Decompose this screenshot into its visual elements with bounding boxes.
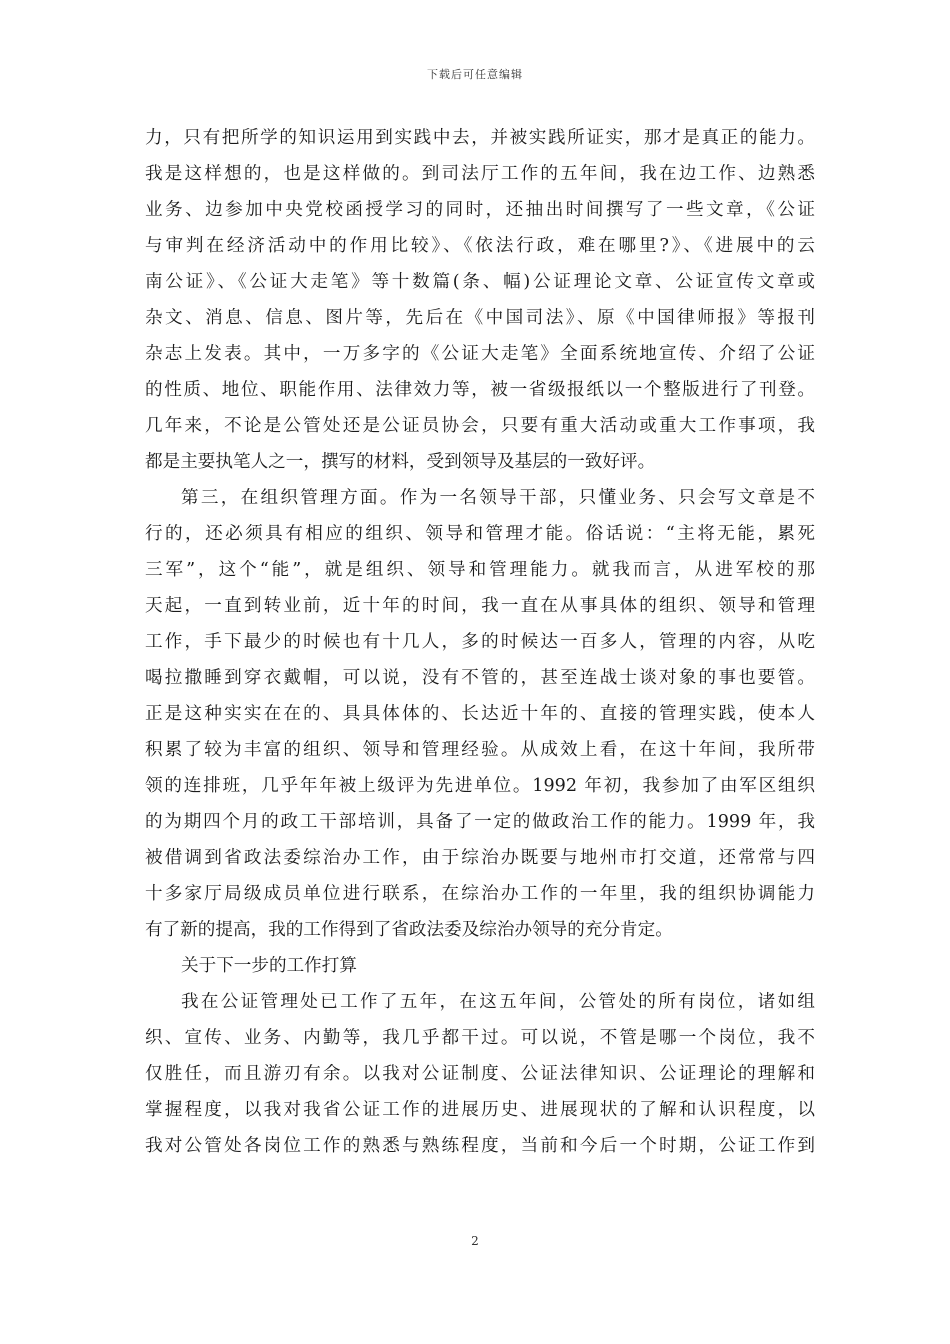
text-line: 我是这样想的，也是这样做的。到司法厅工作的五年间，我在边工作、边熟悉 [145, 164, 815, 184]
text-line: 领的连排班，几乎年年被上级评为先进单位。1992 年初，我参加了由军区组织 [145, 776, 815, 796]
text-line: 业务、边参加中央党校函授学习的同时，还抽出时间撰写了一些文章，《公证 [145, 200, 815, 220]
text-line: 正是这种实实在在的、具具体体的、长达近十年的、直接的管理实践，使本人 [145, 704, 815, 724]
text-line: 的性质、地位、职能作用、法律效力等，被一省级报纸以一个整版进行了刊登。 [145, 380, 815, 400]
text-line: 我对公管处各岗位工作的熟悉与熟练程度，当前和今后一个时期，公证工作到 [145, 1136, 815, 1156]
document-body [145, 120, 815, 1164]
text-line: 与审判在经济活动中的作用比较》、《依法行政，难在哪里?》、《进展中的云 [145, 236, 815, 256]
text-line: 掌握程度，以我对我省公证工作的进展历史、进展现状的了解和认识程度，以 [145, 1100, 815, 1120]
text-line: 十多家厅局级成员单位进行联系，在综治办工作的一年里，我的组织协调能力 [145, 884, 815, 904]
text-line: 南公证》、《公证大走笔》等十数篇(条、幅)公证理论文章、公证宣传文章或 [145, 272, 815, 292]
page-number: 2 [471, 1234, 479, 1248]
text-line: 积累了较为丰富的组织、领导和管理经验。从成效上看，在这十年间，我所带 [145, 740, 815, 760]
text-line: 力，只有把所学的知识运用到实践中去，并被实践所证实，那才是真正的能力。 [145, 128, 815, 148]
text-line: 有了新的提高，我的工作得到了省政法委及综治办领导的充分肯定。 [145, 920, 673, 940]
text-line: 都是主要执笔人之一，撰写的材料，受到领导及基层的一致好评。 [145, 452, 656, 472]
text-line: 天起，一直到转业前，近十年的时间，我一直在从事具体的组织、领导和管理 [145, 596, 815, 616]
text-line: 几年来，不论是公管处还是公证员协会，只要有重大活动或重大工作事项，我 [145, 416, 815, 436]
text-line: 仅胜任，而且游刃有余。以我对公证制度、公证法律知识、公证理论的理解和 [145, 1064, 815, 1084]
text-line: 喝拉撒睡到穿衣戴帽，可以说，没有不管的，甚至连战士谈对象的事也要管。 [145, 668, 815, 688]
text-line: 杂志上发表。其中，一万多字的《公证大走笔》全面系统地宣传、介绍了公证 [145, 344, 815, 364]
section-heading-next-steps [145, 948, 815, 984]
paragraph-next-steps [145, 984, 815, 1164]
text-line: 杂文、消息、信息、图片等，先后在《中国司法》、原《中国律师报》等报刊 [145, 308, 815, 328]
text-line: 工作，手下最少的时候也有十几人，多的时候达一百多人，管理的内容，从吃 [145, 632, 815, 652]
text-line: 被借调到省政法委综治办工作，由于综治办既要与地州市打交道，还常常与四 [145, 848, 815, 868]
text-line: 行的，还必须具有相应的组织、领导和管理才能。俗话说：“主将无能，累死 [145, 524, 815, 544]
text-line: 我在公证管理处已工作了五年，在这五年间，公管处的所有岗位，诸如组 [181, 992, 815, 1012]
text-line: 三军”，这个“能”，就是组织、领导和管理能力。就我而言，从进军校的那 [145, 560, 815, 580]
paragraph-writing-ability [145, 120, 815, 480]
section-heading: 关于下一步的工作打算 [181, 956, 357, 976]
text-line: 第三，在组织管理方面。作为一名领导干部，只懂业务、只会写文章是不 [181, 488, 815, 508]
text-line: 织、宣传、业务、内勤等，我几乎都干过。可以说，不管是哪一个岗位，我不 [145, 1028, 815, 1048]
page-header: 下载后可任意编辑 [427, 68, 523, 81]
text-line: 的为期四个月的政工干部培训，具备了一定的做政治工作的能力。1999 年，我 [145, 812, 815, 832]
paragraph-management-ability [145, 480, 815, 948]
